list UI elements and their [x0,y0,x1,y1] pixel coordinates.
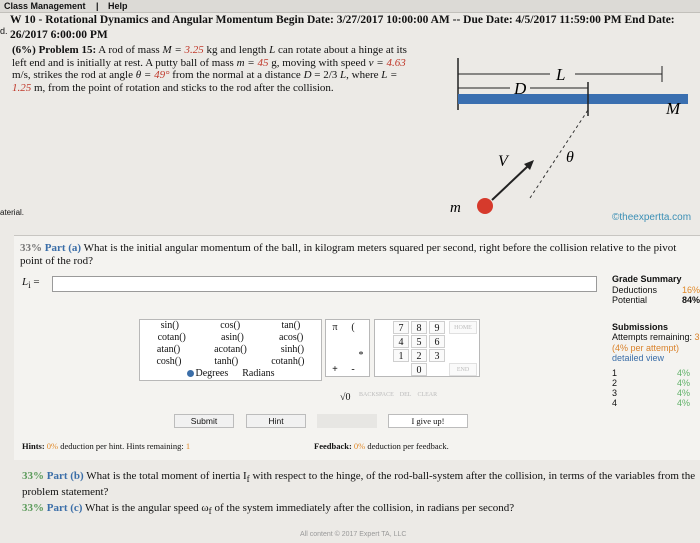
distance-var: D [303,69,312,81]
key-1[interactable]: 1 [393,349,409,362]
hints-text: deduction per hint. Hints remaining: [58,441,186,451]
number-keypad [374,319,480,377]
answer-label [22,276,40,290]
part-b-question[interactable] [22,470,698,499]
assignment-header: W 10 - Rotational Dynamics and Angular Momentum Begin Date: 3/27/2017 10:00:00 AM -- Due Date: 4/5/2017 11:59:00 PM End Date: [10,14,675,26]
problem-text: g, moving with speed [268,56,369,69]
part-b-text: What is the total moment of inertia I [83,470,247,482]
hints-remaining: 1 [185,441,191,451]
side-mark: d. [0,26,8,36]
part-c-percent: 33% [22,502,44,514]
detailed-view-link[interactable]: detailed view [612,353,665,363]
putty-ball [477,198,493,214]
try-percent: 4% [676,387,690,398]
hints-label: Hints: [22,441,47,451]
problem-text: = 2/3 [311,69,341,81]
grade-summary-title: Grade Summary [612,274,682,284]
answer-input[interactable] [52,276,597,292]
function-keypad [139,319,322,381]
footer-copyright: All content © 2017 Expert TA, LLC [300,531,407,538]
part-c-text: of the system immediately after the collision, in radians per second? [211,502,515,514]
menu-class-management[interactable]: Class Management [4,1,86,11]
key-multiply[interactable]: * [358,350,364,361]
length-label: L = [381,69,398,81]
menu-help[interactable]: Help [108,1,128,11]
key-cotan[interactable]: cotan() [157,332,186,343]
diagram-D-label: D [514,79,527,98]
key-blank[interactable] [328,349,342,362]
deductions-label: Deductions [612,284,658,295]
answer-eq: = [30,276,40,288]
deductions-value: 16% [681,284,700,295]
key-5[interactable]: 5 [411,335,427,348]
key-plus[interactable]: + [332,364,338,375]
length-var: L [269,44,276,56]
key-3[interactable]: 3 [429,349,445,362]
answer-sub: i [28,280,31,291]
part-c-text: What is the angular speed ω [82,502,209,514]
try-percent: 4% [676,367,690,378]
part-b-text: with respect to the hinge, of the rod-ball-system after the collision, in terms of the variables from the problem statement? [22,470,696,499]
mass-label: M = [162,44,185,56]
key-9[interactable]: 9 [429,321,445,334]
degrees-option[interactable] [187,368,229,380]
submit-button[interactable]: Submit [174,414,234,428]
edit-keys [359,392,479,404]
key-blank[interactable] [346,335,360,348]
part-a-label: Part (a) [44,242,82,254]
problem-text: A rod of mass [96,44,163,56]
try-number: 2 [612,377,618,388]
diagram-V-label: V [498,153,508,170]
key-6[interactable]: 6 [429,335,445,348]
try-number: 1 [612,367,618,378]
key-blank[interactable] [328,335,342,348]
watermark: ©theexpertta.com [612,212,692,223]
key-0[interactable]: 0 [411,363,427,376]
problem-text: , where [346,69,382,81]
key-acotan[interactable]: acotan() [214,344,247,355]
attempts-value: 3 [694,332,700,342]
potential-label: Potential [612,295,648,305]
length-var: L [340,69,347,81]
part-b-sub: f [246,474,250,485]
try-row [612,378,700,388]
diagram-m-label: m [450,200,461,216]
feedback-pct: 0% [353,441,366,451]
part-c-sub: f [208,506,212,517]
answer-var: L [22,276,29,288]
key-7[interactable]: 7 [393,321,409,334]
key-sin[interactable]: sin() [160,320,179,331]
radio-selected-icon [187,370,194,377]
key-sinh[interactable]: sinh() [280,344,305,355]
key-backspace[interactable]: BACKSPACE [359,392,394,398]
key-sqrt-visible[interactable]: √0 [340,392,351,403]
part-c-label[interactable]: Part (c) [46,502,83,514]
part-c-question[interactable] [22,502,698,518]
menu-separator: | [96,1,99,11]
key-atan[interactable]: atan() [156,344,181,355]
problem-statement [12,44,417,94]
potential-value: 84% [681,295,700,305]
try-number: 3 [612,387,618,398]
rod-shape [458,94,688,104]
problem-text: m, from the point of rotation and sticks to the rod after the collision. [31,81,334,94]
key-cosh[interactable]: cosh() [156,356,182,367]
problem-text: m/s, strikes the rod at angle [12,69,136,81]
problem-text: from the normal at a distance [169,69,304,81]
assignment-header-cont: 26/2017 6:00:00 PM [10,29,108,41]
problem-text: can rotate about a hinge at its left end and is initially at rest. A putty ball of mass [12,44,407,69]
key-del[interactable]: DEL [399,392,412,398]
try-percent: 4% [676,377,690,388]
key-cos[interactable]: cos() [220,320,241,331]
length-value: 1.25 [12,81,32,94]
feedback-info [314,441,449,451]
try-row [612,368,700,378]
angle-label: θ = [135,69,155,81]
rod-mass-value: 3.25 [184,44,204,56]
key-tanh[interactable]: tanh() [214,356,239,367]
feedback-label: Feedback: [314,441,354,451]
key-minus[interactable]: - [351,364,355,375]
key-end[interactable]: END [449,363,477,376]
part-a-percent: 33% [20,242,42,254]
try-row [612,388,700,398]
key-tan[interactable]: tan() [281,320,301,331]
angle-value: 49° [154,69,170,81]
grade-summary [612,274,700,408]
key-open-paren[interactable]: ( [351,322,355,333]
part-a-text: What is the initial angular momentum of the ball, in kilogram meters squared per second, right before the collision relative to the pivot point of the rod? [20,242,677,267]
tries-list [612,368,700,408]
part-b-label[interactable]: Part (b) [46,470,84,482]
key-8[interactable]: 8 [411,321,427,334]
speed-label: v = [368,56,387,69]
attempts-label: Attempts remaining: [612,332,695,342]
speed-value: 4.63 [386,56,406,69]
degrees-label: Degrees [195,368,229,379]
give-up-button[interactable]: I give up! [388,414,468,428]
feedback-text: deduction per feedback. [365,441,449,451]
key-2[interactable]: 2 [411,349,427,362]
try-row [612,398,700,408]
menu-bar [0,0,700,13]
problem-text: kg and length [203,44,270,56]
part-b-percent: 33% [22,470,44,482]
hints-pct: 0% [46,441,59,451]
try-percent: 4% [676,397,690,408]
key-asin[interactable]: asin() [221,332,244,343]
part-a-panel [14,235,700,460]
material-label: aterial. [0,208,25,217]
submissions-title: Submissions [612,321,669,332]
hints-info [22,441,190,451]
key-4[interactable]: 4 [393,335,409,348]
ball-mass-label: m = [236,56,258,69]
operator-keypad [325,319,370,377]
diagram-L-label: L [556,65,566,84]
radians-option[interactable]: Radians [242,368,275,379]
try-number: 4 [612,397,618,408]
ball-mass-value: 45 [257,56,269,69]
key-pi[interactable]: π [332,322,338,333]
hint-button[interactable]: Hint [246,414,306,428]
feedback-button[interactable] [317,414,377,428]
problem-heading: (6%) Problem 15: [12,44,97,56]
diagram-theta-label: θ [566,149,574,166]
per-attempt: (4% per attempt) [612,342,680,353]
key-home[interactable]: HOME [449,321,477,334]
key-acos[interactable]: acos() [278,332,304,343]
diagram-M-label: M [666,99,681,118]
key-cotanh[interactable]: cotanh() [271,356,305,367]
part-a-question [20,242,690,268]
key-clear[interactable]: CLEAR [417,392,438,398]
